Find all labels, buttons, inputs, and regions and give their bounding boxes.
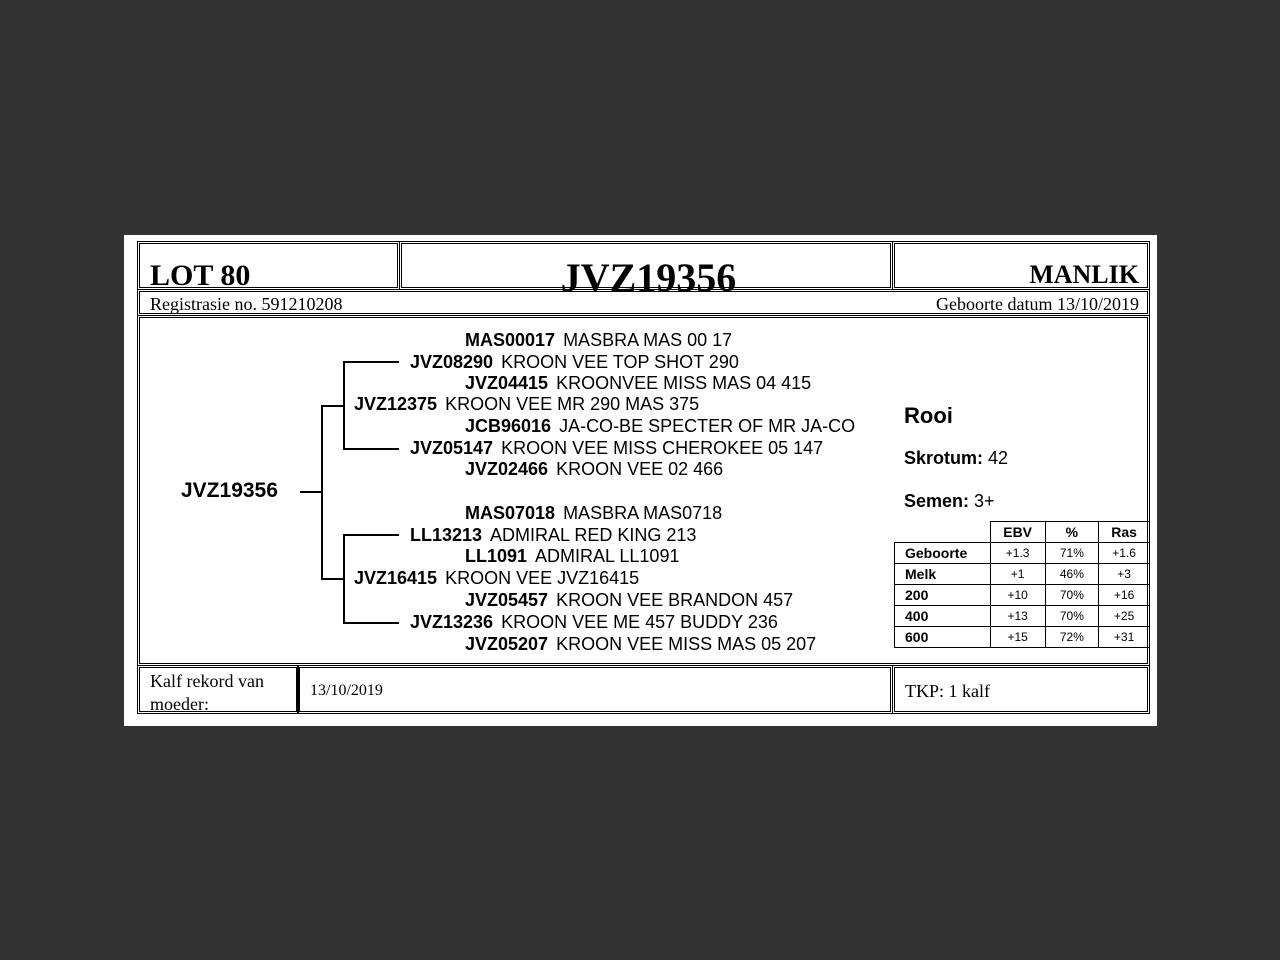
pedigree-sire-dam-dam: JVZ02466 KROON VEE 02 466 bbox=[465, 459, 724, 479]
tkp-value: TKP: 1 kalf bbox=[905, 681, 990, 701]
calf-record-date: 13/10/2019 bbox=[310, 682, 383, 699]
ebv-table bbox=[894, 521, 1150, 648]
pedigree-sire-dam-sire: JCB96016 JA-CO-BE SPECTER OF MR JA-CO bbox=[465, 416, 856, 436]
table-row: Geboorte +1.3 71% +1.6 bbox=[895, 543, 1150, 564]
semen-grade: Semen: 3+ bbox=[904, 491, 995, 511]
birth-date: Geboorte datum 13/10/2019 bbox=[936, 294, 1139, 314]
pedigree-dam-dam-dam: JVZ05207 KROON VEE MISS MAS 05 207 bbox=[465, 634, 817, 654]
tkp-box bbox=[892, 665, 1150, 714]
ras-column-header: Ras bbox=[1099, 522, 1150, 543]
sex-label: MANLIK bbox=[1029, 260, 1139, 289]
table-row: 600 +15 72% +31 bbox=[895, 627, 1150, 648]
pedigree-subject: JVZ19356 bbox=[181, 479, 278, 502]
lot-card bbox=[124, 235, 1157, 726]
scrotum-measurement: Skrotum: 42 bbox=[904, 448, 1009, 468]
table-row: 400 +13 70% +25 bbox=[895, 606, 1150, 627]
coat-color: Rooi bbox=[904, 403, 953, 428]
animal-id: JVZ19356 bbox=[560, 255, 737, 300]
table-row: Melk +1 46% +3 bbox=[895, 564, 1150, 585]
pct-column-header: % bbox=[1045, 522, 1099, 543]
pedigree-box bbox=[137, 315, 1150, 666]
sex-box bbox=[892, 241, 1150, 290]
pedigree-dam-sire-dam: LL1091 ADMIRAL LL1091 bbox=[465, 546, 680, 566]
calf-label-box bbox=[137, 665, 299, 714]
pedigree-sire-dam: JVZ05147 KROON VEE MISS CHEROKEE 05 147 bbox=[410, 438, 824, 458]
lot-box bbox=[137, 241, 400, 290]
calf-date-box bbox=[297, 665, 893, 714]
calf-record-label: Kalf rekord van moeder: bbox=[150, 671, 264, 714]
lot-number: LOT 80 bbox=[150, 259, 251, 292]
table-row: 200 +10 70% +16 bbox=[895, 585, 1150, 606]
pedigree-sire: JVZ12375 KROON VEE MR 290 MAS 375 bbox=[354, 394, 700, 414]
pedigree-dam-sire: LL13213 ADMIRAL RED KING 213 bbox=[410, 525, 697, 545]
pedigree-dam: JVZ16415 KROON VEE JVZ16415 bbox=[354, 568, 640, 588]
pedigree-sire-sire: JVZ08290 KROON VEE TOP SHOT 290 bbox=[410, 352, 739, 372]
pedigree-dam-sire-sire: MAS07018 MASBRA MAS0718 bbox=[465, 503, 723, 523]
ebv-header-row bbox=[895, 522, 1150, 543]
pedigree-dam-dam: JVZ13236 KROON VEE ME 457 BUDDY 236 bbox=[410, 612, 778, 632]
registration-row bbox=[137, 289, 1150, 316]
registration-number: Registrasie no. 591210208 bbox=[150, 294, 343, 314]
pedigree-sire-sire-dam: JVZ04415 KROONVEE MISS MAS 04 415 bbox=[465, 373, 812, 393]
pedigree-dam-dam-sire: JVZ05457 KROON VEE BRANDON 457 bbox=[465, 590, 794, 610]
ebv-column-header: EBV bbox=[990, 522, 1045, 543]
animal-id-box bbox=[399, 241, 893, 300]
pedigree-sire-sire-sire: MAS00017 MASBRA MAS 00 17 bbox=[465, 330, 733, 350]
